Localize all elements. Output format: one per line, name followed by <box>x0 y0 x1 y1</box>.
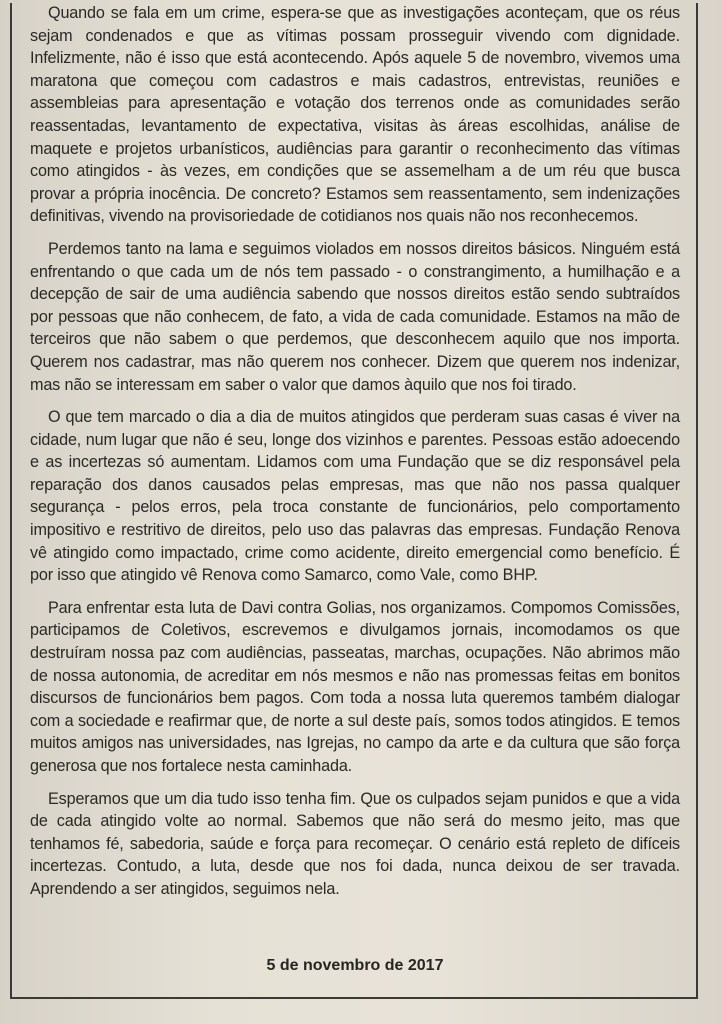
paragraph: Esperamos que um dia tudo isso tenha fim. Que os culpados sejam punidos e que a vida de cada atingido volte ao normal. Sabemos que não será do mesmo jeito, mas que tenhamos fé, sabedoria, saúde e força para recomeçar. O cenário está repleto de difíceis incertezas. Contudo, a luta, desde que nos foi dada, nunca deixou de ser travada. Aprendendo a ser atingidos, seguimos nela. <box>30 789 680 898</box>
signature-date: 5 de novembro de 2017 <box>266 957 444 974</box>
paragraph: Para enfrentar esta luta de Davi contra Golias, nos organizamos. Compomos Comissões, participamos de Coletivos, escrevemos e divulgamos jornais, incomodamos os que destruíram nossa paz com audiências, passeatas, marchas, ocupações. Não abrimos mão de nossa autonomia, de acreditar em nós mesmos e não nas promessas feitas em bonitos discursos de funcionários bem pagos. Com toda a nossa luta queremos também dialogar com a sociedade e reafirmar que, de norte a sul deste país, somos todos atingidos. E temos muitos amigos nas universidades, nas Igrejas, no campo da arte e da cultura que são força generosa que nos fortalece nesta caminhada. <box>30 598 680 775</box>
paragraph: Quando se fala em um crime, espera-se que as investigações aconteçam, que os réus sejam condenados e que as vítimas possam prosseguir vivendo com dignidade. Infelizmente, não é isso que está acontecendo. Após aquele 5 de novembro, vivemos uma maratona que começou com cadastros e mais cadastros, entrevistas, reuniões e assembleias para apresentação e votação dos terrenos onde as comunidades serão reassentadas, levantamento de expectativa, visitas às áreas escolhidas, análise de maquete e projetos urbanísticos, audiências para garantir o reconhecimento das vítimas como atingidos - às vezes, em condições que se assemelham a de um réu que busca provar a própria inocência. De concreto? Estamos sem reassentamento, sem indenizações definitivas, vivendo na provisoriedade de cotidianos nos quais não nos reconhecemos. <box>30 4 680 226</box>
paragraph: O que tem marcado o dia a dia de muitos atingidos que perderam suas casas é viver na cidade, num lugar que não é seu, longe dos vizinhos e parentes. Pessoas estão adoecendo e as incertezas só aumentam. Lidamos com uma Fundação que se diz responsável pela reparação dos danos causados pelas empresas, mas que não nos passa qualquer segurança - pelos erros, pela troca constante de funcionários, pelo comportamento impositivo e restritivo de direitos, pelo uso das palavras das empresas. Fundação Renova vê atingido como impactado, crime como acidente, direito emergencial como benefício. É por isso que atingido vê Renova como Samarco, como Vale, como BHP. <box>30 408 680 585</box>
paragraph: Perdemos tanto na lama e seguimos violados em nossos direitos básicos. Ninguém está enfrentando o que cada um de nós tem passado - o constrangimento, a humilhação e a decepção de sair de uma audiência sabendo que nossos direitos estão sendo subtraídos por pessoas que não conhecem, de fato, a vida de cada comunidade. Estamos na mão de terceiros que não sabem o que perdemos, que desconhecem aquilo que nos importa. Querem nos cadastrar, mas não querem nos conhecer. Dizem que querem nos indenizar, mas não se interessam em saber o valor que damos àquilo que nos foi tirado. <box>30 239 680 394</box>
article-body <box>30 2 680 911</box>
